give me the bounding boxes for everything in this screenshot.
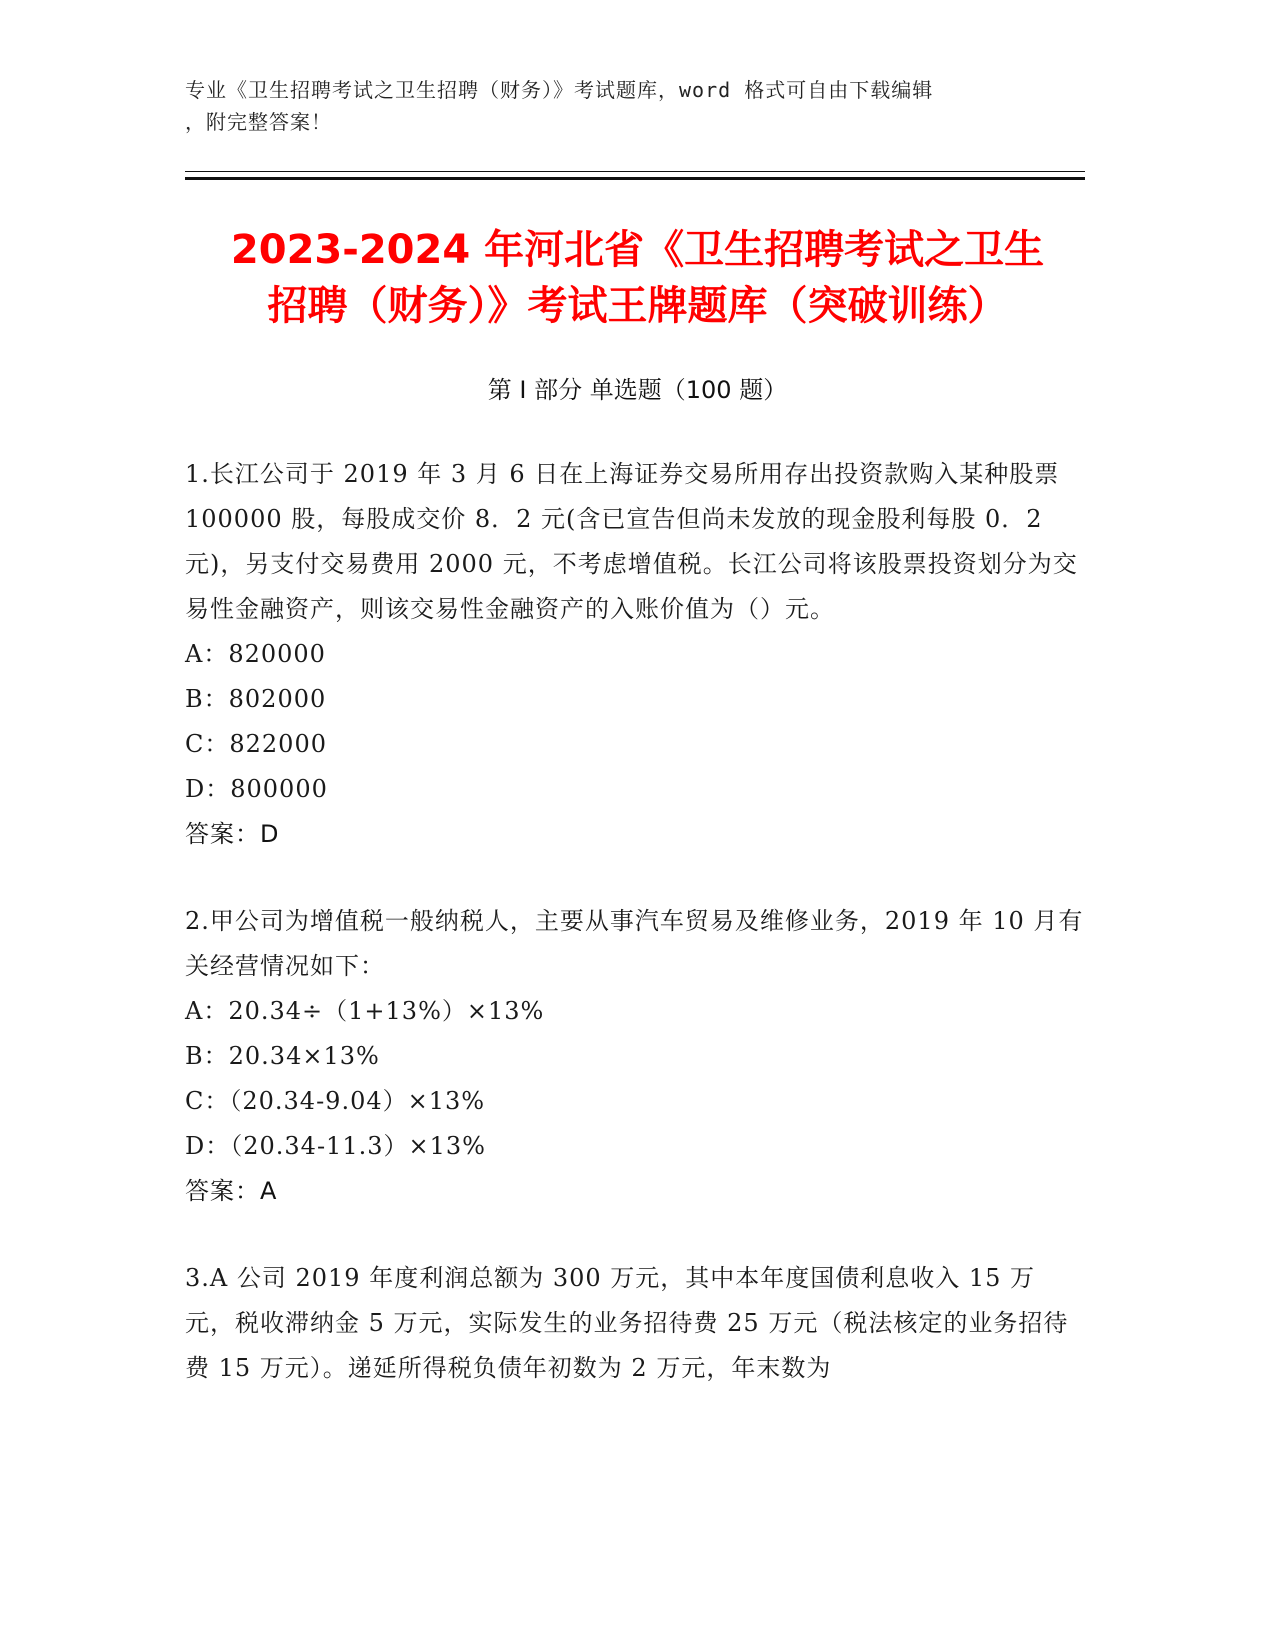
header-divider-thick [185,177,1085,180]
section-heading: 第 I 部分 单选题（100 题） [487,376,788,404]
document-title [150,222,1125,334]
document-title-line1: 2023-2024 年河北省《卫生招聘考试之卫生 [230,227,1045,273]
option-b: B：802000 [185,685,327,713]
header-note [185,74,1065,138]
answer-label: 答案：D [185,820,280,848]
question-stem: 3.A 公司 2019 年度利润总额为 300 万元，其中本年度国债利息收入 15 万元，税收滞纳金 5 万元，实际发生的业务招待费 25 万元（税法核定的业务招待费 15 万元）。递延所得税负债年初数为 2 万元，年末数为 [185,1264,1069,1382]
question-stem: 2.甲公司为增值税一般纳税人，主要从事汽车贸易及维修业务，2019 年 10 月有关经营情况如下： [185,907,1084,980]
question-2 [185,899,1085,1214]
option-a: A：20.34÷（1+13%）×13% [185,997,545,1025]
option-c: C：（20.34-9.04）×13% [185,1087,486,1115]
header-note-line1: 专业《卫生招聘考试之卫生招聘（财务）》考试题库，word 格式可自由下载编辑 [185,78,934,102]
option-d: D：（20.34-11.3）×13% [185,1132,486,1160]
option-b: B：20.34×13% [185,1042,380,1070]
option-c: C：822000 [185,730,327,758]
document-title-line2: 招聘（财务）》考试王牌题库（突破训练） [267,283,1008,329]
question-stem: 1.长江公司于 2019 年 3 月 6 日在上海证券交易所用存出投资款购入某种股票 100000 股，每股成交价 8．2 元(含已宣告但尚未发放的现金股利每股 0．2 元)，另支付交易费用 2000 元，不考虑增值税。长江公司将该股票投资划分为交易性金融资产，则该交易性金融资产的入账价值为（）元。 [185,460,1078,623]
question-3 [185,1256,1085,1391]
answer-label: 答案：A [185,1177,278,1205]
option-d: D：800000 [185,775,328,803]
header-divider-thin [185,171,1085,172]
question-1 [185,452,1085,857]
header-note-line2: ，附完整答案！ [185,110,332,134]
question-list [185,452,1085,1433]
option-a: A：820000 [185,640,326,668]
